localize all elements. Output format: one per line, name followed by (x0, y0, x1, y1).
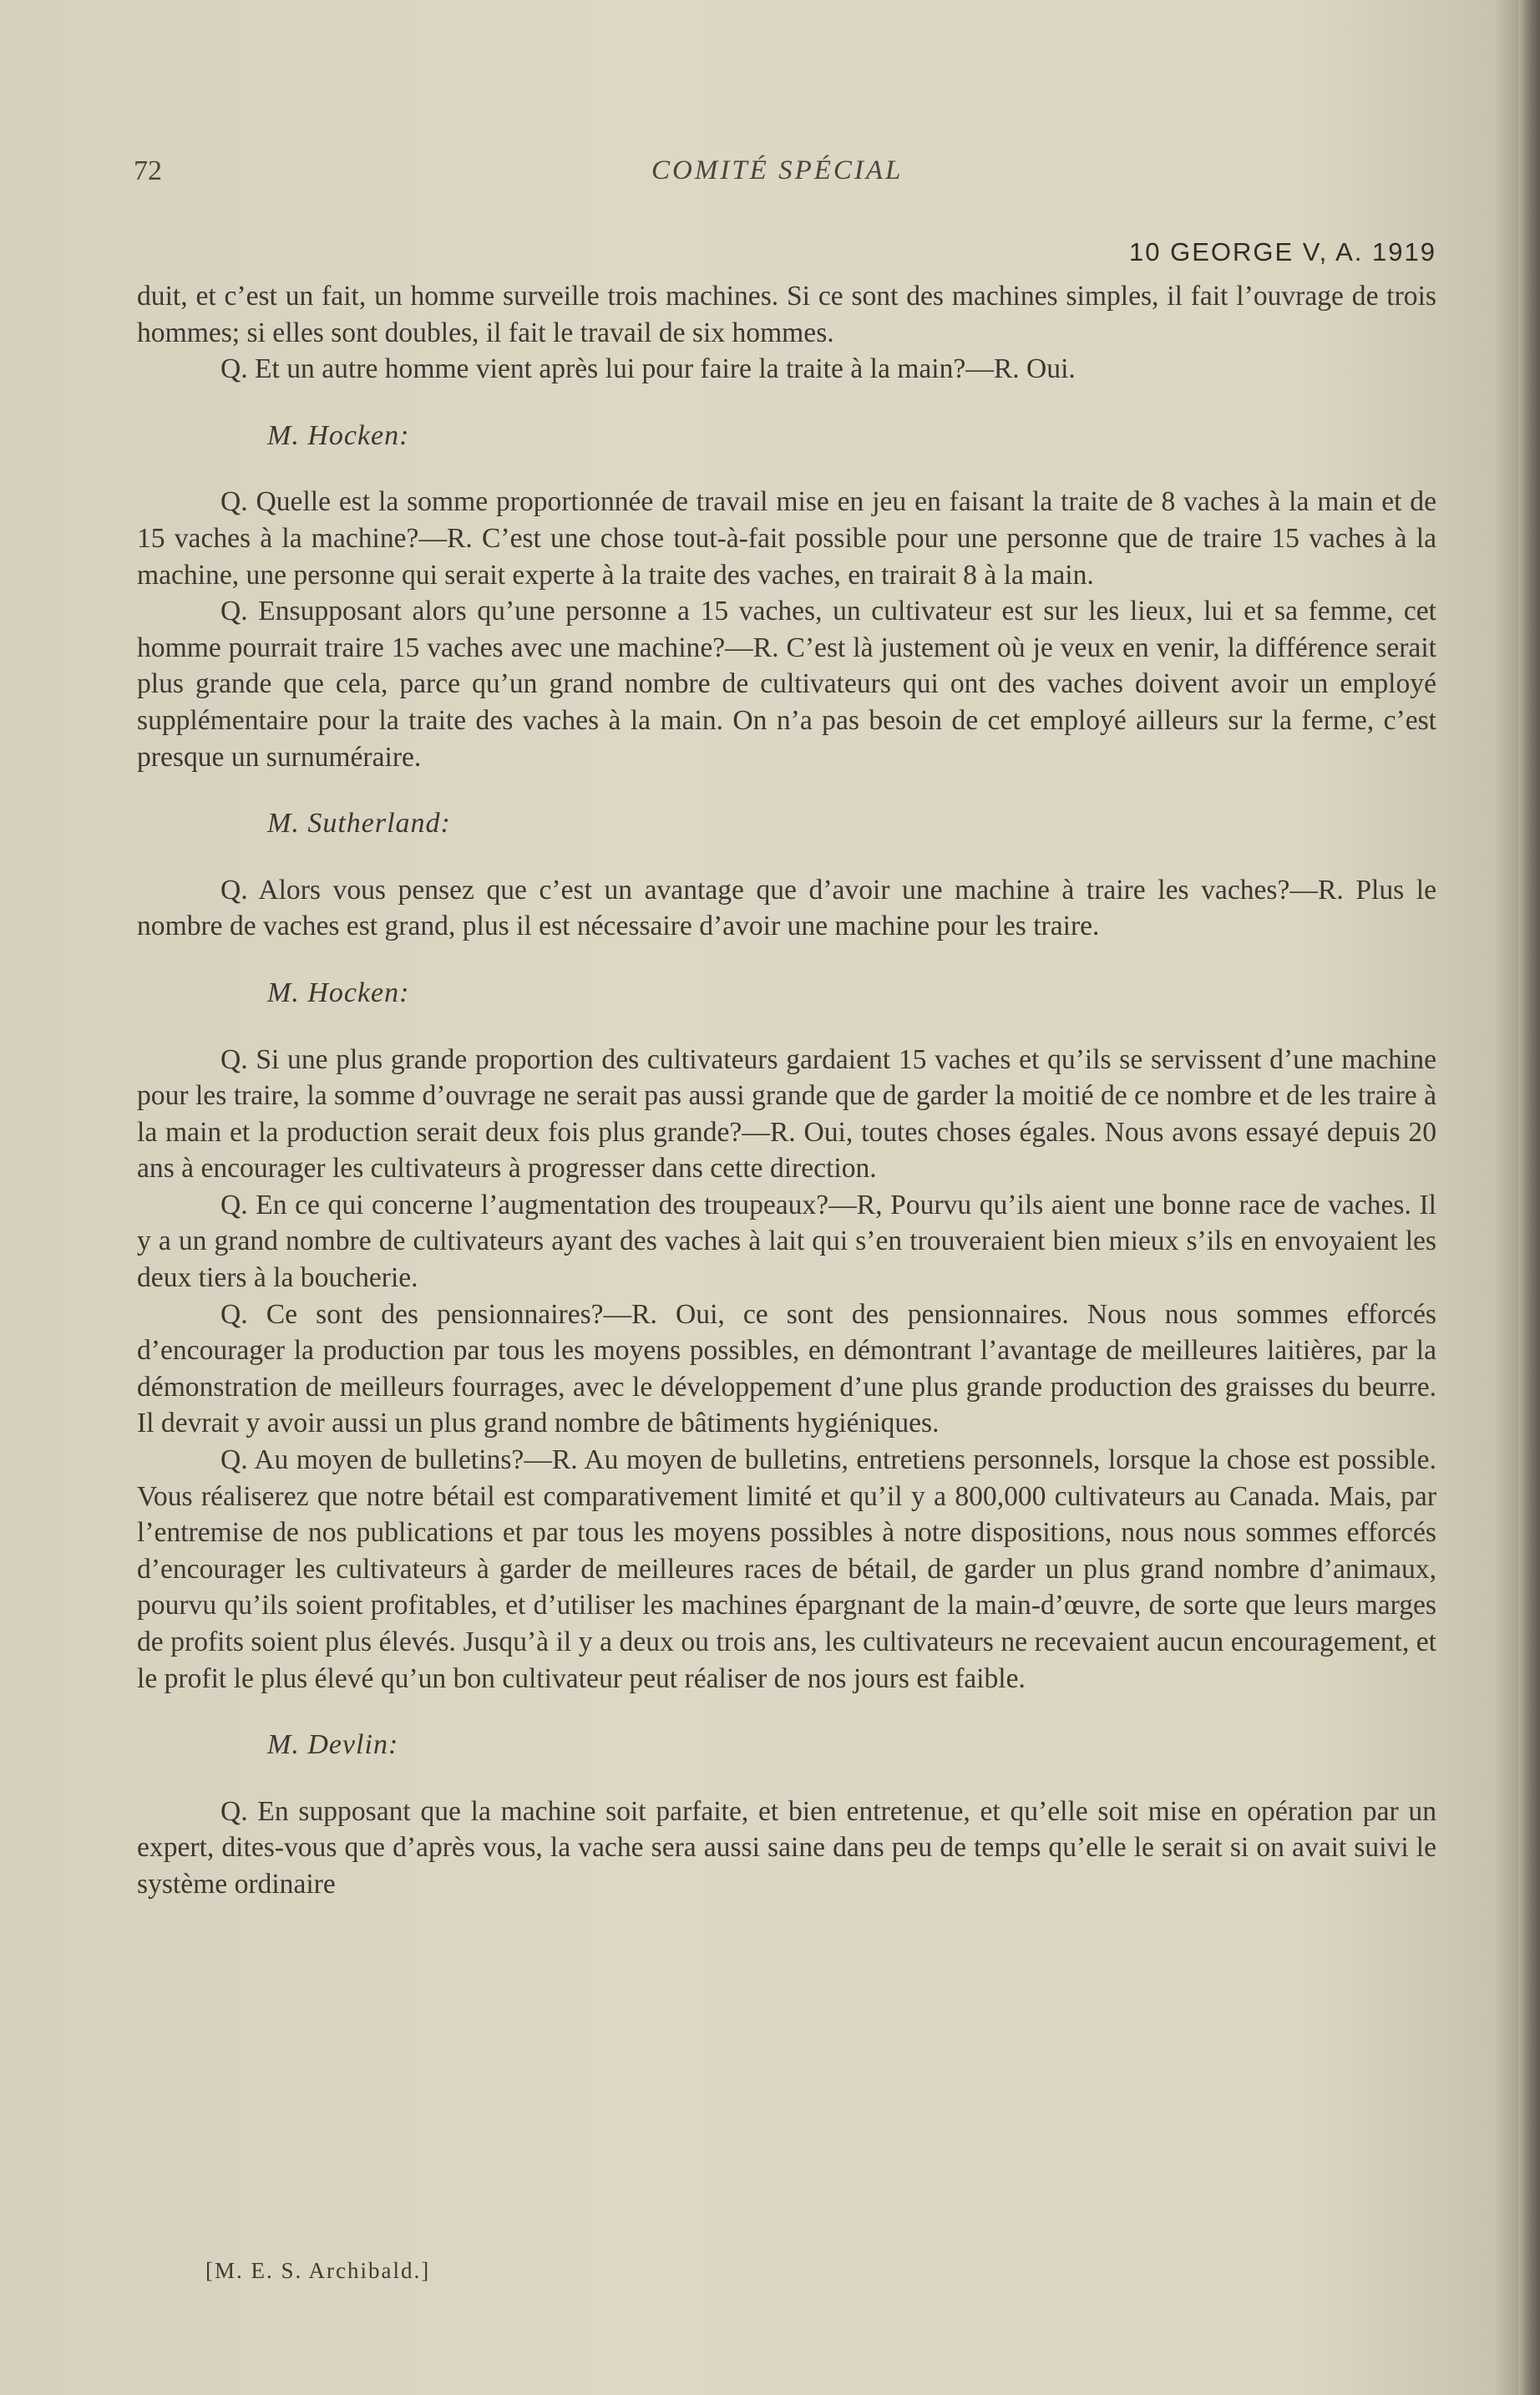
paragraph: Q. Si une plus grande proportion des cultivateurs gardaient 15 vaches et qu’ils se servissent d’une machine pour les traire, la somme d’ouvrage ne serait pas aussi grande que de garder la moitié de ce nombre et de les traire à la main et la production serait deux fois plus grande?—R. Oui, toutes choses égales. Nous avons essayé depuis 20 ans à encourager les cultivateurs à progresser dans cette direction. (137, 1043, 1436, 1185)
page-edge-shadow (1518, 0, 1540, 2395)
speaker-heading: M. Hocken: (267, 977, 410, 1008)
paragraph: Q. En supposant que la machine soit parfaite, et bien entretenue, et qu’elle soit mise en opération par un expert, dites-vous que d’après vous, la vache sera aussi saine dans peu de temps qu’elle le serait si on avait suivi le système ordinaire (137, 1795, 1436, 1900)
body-text (137, 278, 1436, 1903)
page-header (134, 155, 1436, 266)
running-title: COMITÉ SPÉCIAL (651, 155, 904, 185)
session-label: 10 GEORGE V, A. 1919 (1129, 237, 1436, 266)
paragraph: Q. Au moyen de bulletins?—R. Au moyen de bulletins, entretiens personnels, lorsque la chose est possible. Vous réaliserez que notre bétail est comparativement limité et qu’il y a 800,000 cultivateurs au Canada. Mais, par l’entremise de nos publications et par tous les moyens possibles à notre dispositions, nous nous sommes efforcés d’encourager les cultivateurs à garder de meilleures races de bétail, de garder un plus grand nombre d’animaux, pourvu qu’ils soient profitables, et d’utiliser les machines épargnant de la main-d’œuvre, de sorte que leurs marges de profits soient plus élevés. Jusqu’à il y a deux ou trois ans, les cultivateurs ne recevaient aucun encouragement, et le profit le plus élevé qu’un bon cultivateur peut réaliser de nos jours est faible. (137, 1444, 1436, 1694)
page-number: 72 (134, 155, 162, 186)
paragraph: Q. Ensupposant alors qu’une personne a 15 vaches, un cultivateur est sur les lieux, lui et sa femme, cet homme pourrait traire 15 vaches avec une machine?—R. C’est là justement où je veux en venir, la différence serait plus grande que cela, parce qu’un grand nombre de cultivateurs qui ont des vaches doivent avoir un employé supplémentaire pour la traite des vaches à la main. On n’a pas besoin de cet employé ailleurs sur la ferme, c’est presque un surnuméraire. (137, 596, 1436, 773)
footer-witness: [M. E. S. Archibald.] (205, 2258, 431, 2283)
paragraph: Q. Et un autre homme vient après lui pour faire la traite à la main?—R. Oui. (220, 353, 1076, 385)
speaker-heading: M. Hocken: (267, 419, 410, 451)
speaker-heading: M. Devlin: (267, 1729, 399, 1761)
speaker-heading: M. Sutherland: (267, 808, 451, 840)
paragraph: Q. Quelle est la somme proportionnée de travail mise en jeu en faisant la traite de 8 vaches à la main et de 15 vaches à la machine?—R. C’est une chose tout-à-fait possible pour une personne que de traire 15 vaches à la machine, une personne qui serait experte à la traite des vaches, en trairait 8 à la main. (137, 486, 1436, 591)
paragraph: Q. En ce qui concerne l’augmentation des troupeaux?—R, Pourvu qu’ils aient une bonne race de vaches. Il y a un grand nombre de cultivateurs ayant des vaches à lait qui s’en trouveraient bien mieux s’ils en envoyaient les deux tiers à la boucherie. (137, 1189, 1436, 1294)
paragraph: Q. Alors vous pensez que c’est un avantage que d’avoir une machine à traire les vaches?—R. Plus le nombre de vaches est grand, plus il est nécessaire d’avoir une machine pour les traire. (137, 874, 1436, 942)
paragraph: duit, et c’est un fait, un homme surveille trois machines. Si ce sont des machines simples, il fait l’ouvrage de trois hommes; si elles sont doubles, il fait le travail de six hommes. (137, 281, 1436, 348)
paragraph: Q. Ce sont des pensionnaires?—R. Oui, ce sont des pensionnaires. Nous nous sommes efforcés d’encourager la production par tous les moyens possibles, en démontrant l’avantage de meilleures laitières, par la démonstration de meilleurs fourrages, avec le développement d’une plus grande production des graisses du beurre. Il devrait y avoir aussi un plus grand nombre de bâtiments hygiéniques. (137, 1298, 1436, 1439)
